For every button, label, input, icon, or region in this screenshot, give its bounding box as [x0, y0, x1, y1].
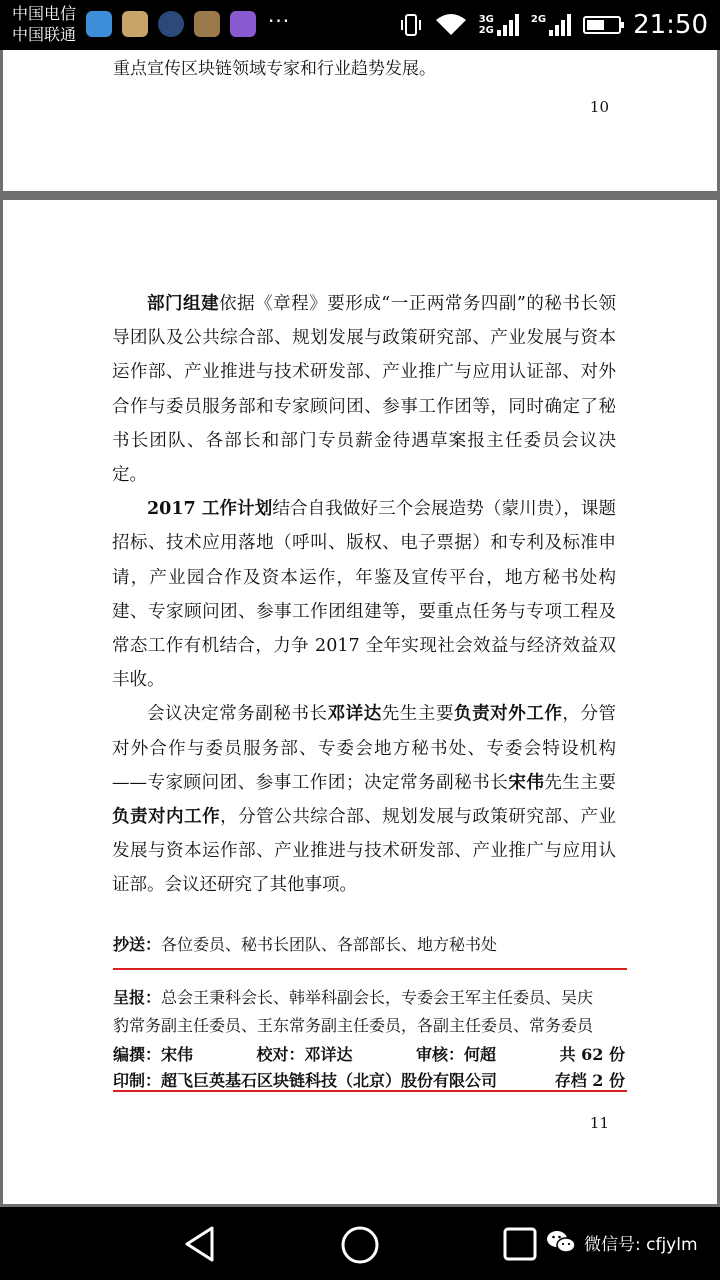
vibrate-icon: [399, 12, 423, 38]
tools-app-icon: [122, 11, 148, 37]
clock: 21:50: [633, 10, 708, 40]
paragraph-text: ，分管对外合作与委员服务部、专委会地方秘书处、专委会特设机构——专家顾问团、参事工作团；决定常务副秘书长: [112, 704, 617, 793]
heading-plan: 2017 工作计划: [147, 499, 273, 520]
wechat-label: 微信号: cfjylm: [584, 1234, 698, 1255]
wechat-watermark: [546, 1229, 698, 1255]
bold-name: 宋伟: [508, 772, 545, 793]
previous-page-last-line: 重点宣传区块链领域专家和行业趋势发展。: [113, 59, 436, 79]
report-line-1: 总会王秉科会长、韩举科副会长，专委会王军主任委员、吴庆: [161, 988, 594, 1007]
paragraph-text: ，分管公共综合部、规划发展与政策研究部、产业发展与资本运作部、产业推进与技术研发部、产业推广与应用认证部。会议还研究了其他事项。: [112, 807, 617, 896]
bold-duty: 负责对外工作: [454, 704, 563, 725]
page-number: 11: [589, 1114, 609, 1132]
heading-department: 部门组建: [147, 294, 220, 314]
current-page: [3, 200, 717, 1204]
cc-text: 各位委员、秘书长团队、各部部长、地方秘书处: [161, 935, 498, 954]
red-divider-bottom: [113, 1090, 627, 1092]
cc-label: 抄送：: [113, 935, 162, 954]
home-button[interactable]: [340, 1225, 380, 1265]
proofreader: 校对：邓详达: [256, 1045, 353, 1064]
notification-icons: [86, 11, 256, 37]
battery-icon: [583, 16, 621, 34]
navigation-bar: [0, 1207, 720, 1280]
signal-1: [479, 14, 519, 36]
status-right: [399, 0, 708, 50]
network-2: 2G: [530, 14, 547, 25]
report-label: 呈报：: [113, 988, 162, 1007]
copies: 共 62 份: [559, 1045, 625, 1064]
paragraph-plan: [112, 492, 616, 697]
paragraph-text: 结合自我做好三个会展造势（蒙川贵），课题招标、技术应用落地（呼叫、版权、电子票据）和专利及标准申请，产业园合作及资本运作，年鉴及宣传平台，地方秘书处构建、专家顾问团、参事工作团组建等，要重点任务与专项工程及常态工作有机结合，力争 2017 全年实现社会效益与经济效益双丰收。: [112, 499, 616, 691]
network-1-top: 3G: [478, 14, 494, 25]
keyboard-app-icon: [230, 11, 256, 37]
meta-row-1: [113, 1042, 625, 1068]
carrier-info: [12, 3, 76, 45]
network-1-bottom: 2G: [478, 25, 494, 36]
editor: 编撰：宋伟: [113, 1045, 194, 1064]
carrier-1: 中国电信: [12, 4, 77, 23]
browser-app-icon: [86, 11, 112, 37]
signal-bars-2-icon: [549, 14, 571, 36]
report-block: [113, 984, 625, 1040]
bold-duty: 负责对内工作: [112, 807, 221, 828]
page-body: [112, 287, 616, 903]
bold-name: 邓详达: [327, 704, 382, 725]
paragraph-department: [112, 287, 616, 492]
paragraph-text: 先生主要: [381, 704, 455, 725]
camera-app-icon: [158, 11, 184, 37]
meta-block: [113, 1042, 625, 1094]
paragraph-decision: [112, 697, 616, 902]
more-notifications-icon: ···: [268, 9, 291, 33]
carrier-2: 中国联通: [12, 25, 77, 44]
archive: 存档 2 份: [554, 1071, 625, 1090]
cc-line: [113, 932, 625, 955]
printer: 印制：超飞巨英基石区块链科技（北京）股份有限公司: [113, 1071, 498, 1090]
previous-page-number: 10: [589, 98, 609, 116]
status-bar: [0, 0, 720, 50]
wifi-icon: [435, 13, 467, 37]
reviewer: 审核：何超: [416, 1045, 497, 1064]
previous-page: [3, 50, 717, 191]
signal-bars-1-icon: [497, 14, 519, 36]
battery-level: [587, 20, 604, 30]
back-button[interactable]: [182, 1225, 218, 1263]
paragraph-text: 先生主要: [544, 772, 617, 793]
paragraph-text: 依据《章程》要形成“一正两常务四副”的秘书长领导团队及公共综合部、规划发展与政策研究部、产业发展与资本运作部、产业推进与技术研发部、产业推广与应用认证部、对外合作与委员服务部和专家顾问团、参事工作团等，同时确定了秘书长团队、各部长和部门专员薪金待遇草案报主任委员会议决定。: [112, 294, 616, 486]
red-divider-top: [113, 968, 627, 970]
report-line-2: 豹常务副主任委员、王东常务副主任委员，各副主任委员、常务委员: [113, 1016, 594, 1035]
gallery-app-icon: [194, 11, 220, 37]
wechat-icon: [546, 1229, 576, 1255]
signal-2: [531, 14, 571, 36]
paragraph-text: 会议决定常务副秘书长: [147, 704, 328, 725]
recents-button[interactable]: [502, 1225, 538, 1263]
